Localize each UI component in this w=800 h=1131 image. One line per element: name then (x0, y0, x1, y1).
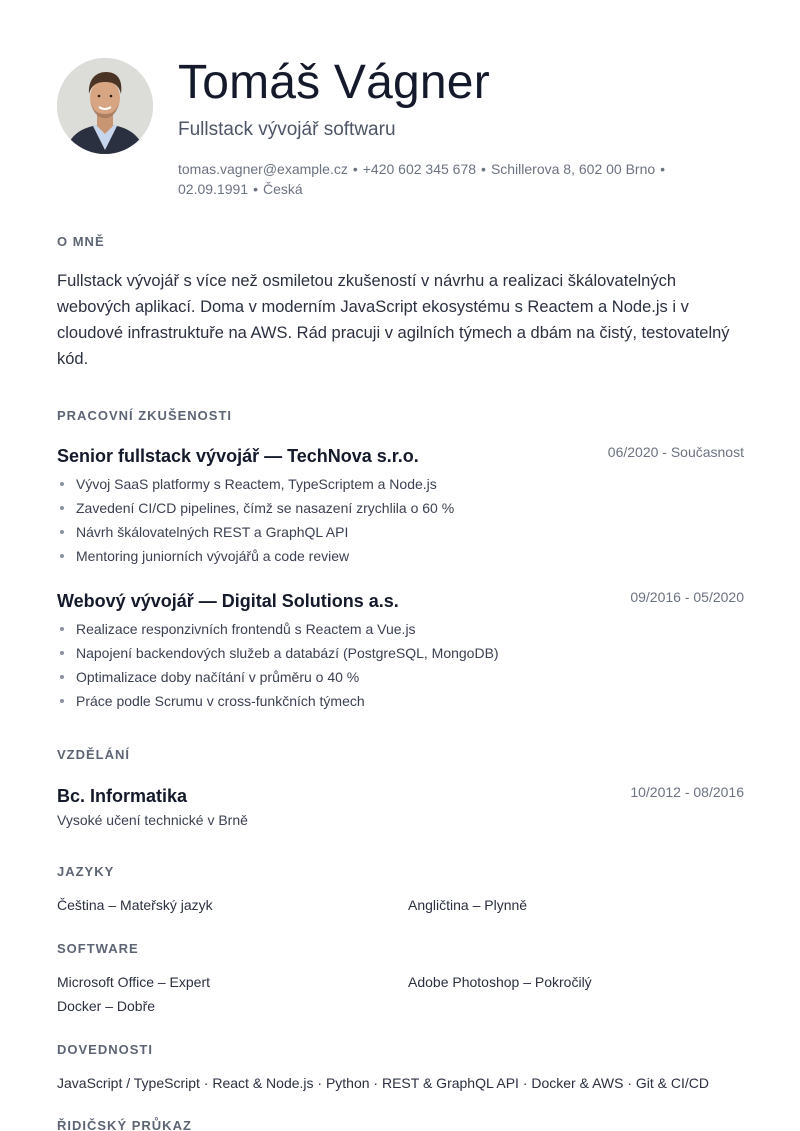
job-date: 09/2016 - 05/2020 (630, 589, 744, 605)
section-heading-license: ŘIDIČSKÝ PRŮKAZ (57, 1118, 192, 1131)
job-bullets (57, 617, 737, 713)
contact-separator: • (253, 181, 258, 197)
contact-address: Schillerova 8, 602 00 Brno (490, 161, 656, 177)
contact-nationality: Česká (262, 181, 303, 197)
profile-photo (57, 58, 153, 154)
section-heading-skills: DOVEDNOSTI (57, 1042, 153, 1057)
profile-title: Fullstack vývojář softwaru (178, 119, 396, 140)
contact-separator: • (352, 161, 358, 177)
section-heading-education: VZDĚLÁNÍ (57, 747, 130, 762)
language-item: Angličtina – Plynně (408, 897, 528, 913)
about-text: Fullstack vývojář s více než osmiletou zkušeností v návrhu a realizaci škálovatelných webových aplikací. Doma v moderním JavaScript ekosystému s Reactem a Node.js i v cloudové infrastruktuře na AWS. Rád pracuji v agilních týmech a dbám na čistý, testovatelný kód. (57, 272, 730, 368)
list-item: Zavedení CI/CD pipelines, čímž se nasazení zrychlila o 60 % (57, 496, 737, 520)
list-item: Realizace responzivních frontendů s Reactem a Vue.js (57, 617, 737, 641)
section-heading-languages: JAZYKY (57, 864, 115, 879)
software-item: Microsoft Office – Expert (57, 974, 211, 990)
contact-birthdate: 02.09.1991 (178, 181, 249, 197)
skills-text: JavaScript / TypeScript · React & Node.js · Python · REST & GraphQL API · Docker & AWS · Git & CI/CD (57, 1075, 709, 1091)
profile-name: Tomáš Vágner (178, 56, 490, 109)
language-item: Čeština – Mateřský jazyk (57, 897, 213, 913)
job-title: Webový vývojář — Digital Solutions a.s. (57, 591, 399, 611)
job-title: Senior fullstack vývojář — TechNova s.r.o. (57, 446, 419, 466)
education-date: 10/2012 - 08/2016 (630, 784, 744, 800)
contact-phone: +420 602 345 678 (362, 161, 477, 177)
list-item: Optimalizace doby načítání v průměru o 40 % (57, 665, 737, 689)
job-bullets (57, 472, 737, 568)
section-heading-experience: PRACOVNÍ ZKUŠENOSTI (57, 408, 233, 423)
job-date: 06/2020 - Současnost (607, 444, 744, 460)
contact-email: tomas.vagner@example.cz (178, 161, 348, 177)
education-school: Vysoké učení technické v Brně (57, 812, 248, 828)
software-item: Docker – Dobře (57, 998, 156, 1014)
education-degree: Bc. Informatika (57, 786, 188, 806)
contact-separator: • (481, 161, 486, 177)
section-heading-software: SOFTWARE (57, 941, 139, 956)
contact-separator: • (660, 161, 666, 177)
list-item: Mentoring juniorních vývojářů a code review (57, 544, 737, 568)
list-item: Napojení backendových služeb a databází (PostgreSQL, MongoDB) (57, 641, 737, 665)
list-item: Návrh škálovatelných REST a GraphQL API (57, 520, 737, 544)
avatar (57, 58, 153, 154)
contact-line (178, 159, 738, 199)
list-item: Vývoj SaaS platformy s Reactem, TypeScriptem a Node.js (57, 472, 737, 496)
list-item: Práce podle Scrumu v cross-funkčních týmech (57, 689, 737, 713)
software-item: Adobe Photoshop – Pokročilý (408, 974, 592, 990)
section-heading-about: O MNĚ (57, 234, 105, 249)
resume-header (57, 56, 757, 206)
